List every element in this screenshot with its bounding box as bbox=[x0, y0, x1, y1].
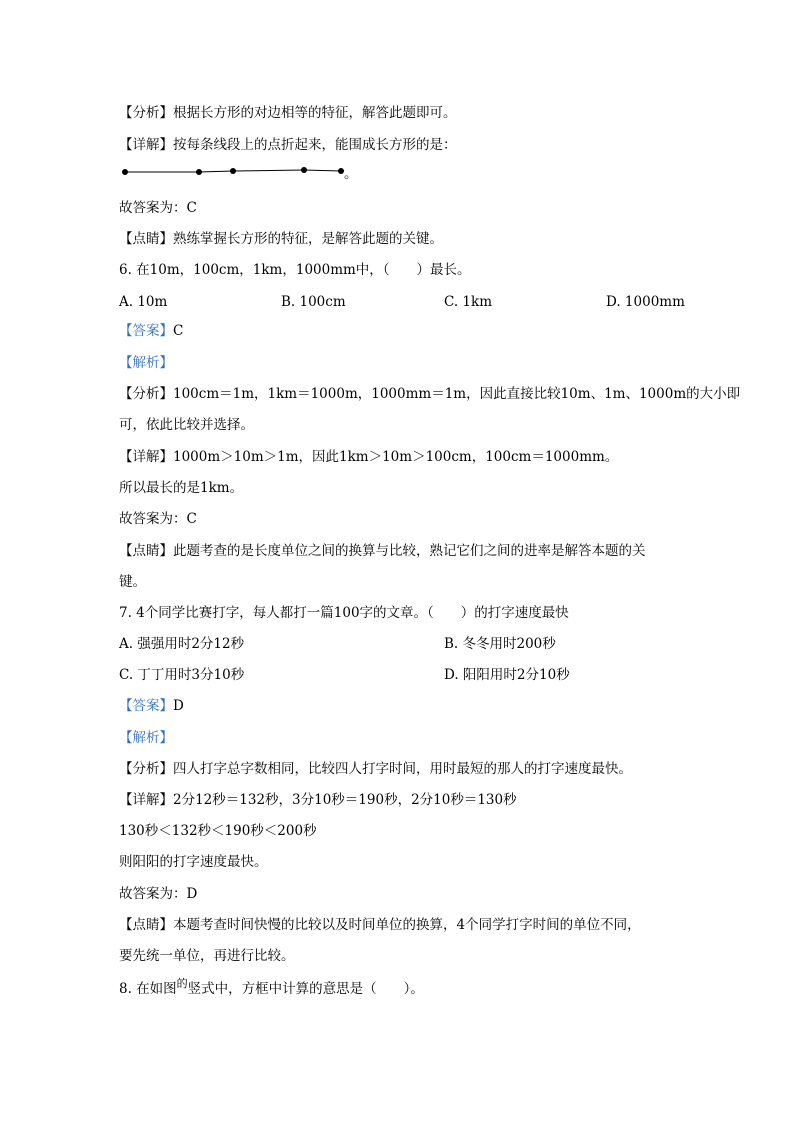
q7-comment-2: 要先统一单位，再进行比较。 bbox=[119, 948, 295, 964]
q7-jiexi-tag: 【解析】 bbox=[119, 730, 173, 746]
q7-analysis: 【分析】四人打字总字数相同，比较四人打字时间，用时最短的那人的打字速度最快。 bbox=[119, 761, 632, 777]
q7-comment-1: 【点睛】本题考查时间快慢的比较以及时间单位的换算，4个同学打字时间的单位不同， bbox=[119, 917, 641, 933]
q6-comment-1: 【点睛】此题考查的是长度单位之间的换算与比较，熟记它们之间的进率是解答本题的关 bbox=[119, 543, 646, 559]
q7-question: 7. 4个同学比赛打字，每人都打一篇100字的文章。（ ）的打字速度最快 bbox=[119, 605, 569, 621]
q6-analysis-1: 【分析】100cm＝1m，1km＝1000m，1000mm＝1m，因此直接比较10m、1m、1000m的大小即 bbox=[119, 386, 741, 402]
q7-option-b: B. 冬冬用时200秒 bbox=[444, 636, 556, 652]
segment-4 bbox=[304, 170, 341, 171]
point-2 bbox=[196, 169, 202, 175]
q7-conclusion: 则阳阳的打字速度最快。 bbox=[119, 854, 268, 870]
point-3 bbox=[230, 168, 236, 174]
q7-answer: 故答案为：D bbox=[119, 886, 198, 902]
q8-question-sup: 的 bbox=[176, 977, 188, 990]
q6-answer-line bbox=[119, 322, 183, 340]
q6-comment-2: 键。 bbox=[119, 574, 146, 590]
rectangle-fold-line-figure bbox=[119, 162, 359, 182]
q6-detail: 【详解】1000m＞10m＞1m，因此1km＞10m＞100cm，100cm＝1000mm。 bbox=[119, 449, 619, 465]
q6-question: 6. 在10m，100cm，1km，1000mm中，（ ）最长。 bbox=[119, 262, 471, 278]
segment-3 bbox=[233, 170, 304, 171]
q8-question-b: 竖式中，方框中计算的意思是（ ）。 bbox=[187, 981, 424, 997]
point-1 bbox=[122, 169, 128, 175]
q6-answer-value: C bbox=[173, 323, 184, 339]
q7-option-c: C. 丁丁用时3分10秒 bbox=[119, 667, 245, 683]
q5-figure-tail: 。 bbox=[344, 166, 358, 182]
q7-compare: 130秒＜132秒＜190秒＜200秒 bbox=[119, 823, 317, 839]
q7-option-d: D. 阳阳用时2分10秒 bbox=[444, 667, 570, 683]
q6-conclusion: 所以最长的是1km。 bbox=[119, 480, 244, 496]
q7-detail: 【详解】2分12秒＝132秒，3分10秒＝190秒，2分10秒＝130秒 bbox=[119, 792, 517, 808]
q7-answer-value: D bbox=[173, 698, 184, 714]
q6-answer-tag: 【答案】 bbox=[119, 323, 173, 339]
q5-detail: 【详解】按每条线段上的点折起来，能围成长方形的是： bbox=[119, 137, 457, 153]
q6-option-c: C. 1km bbox=[444, 294, 493, 310]
q8-question-a: 8. 在如图 bbox=[119, 981, 177, 997]
q6-option-b: B. 100cm bbox=[281, 294, 346, 310]
point-4 bbox=[301, 167, 307, 173]
q6-option-a: A. 10m bbox=[119, 294, 168, 310]
q7-option-a: A. 强强用时2分12秒 bbox=[119, 636, 245, 652]
q5-comment: 【点睛】熟练掌握长方形的特征，是解答此题的关键。 bbox=[119, 231, 443, 247]
q6-option-d: D. 1000mm bbox=[606, 294, 685, 310]
q8-question bbox=[119, 977, 424, 999]
segment-2 bbox=[199, 171, 233, 172]
q6-analysis-2: 可，依此比较并选择。 bbox=[119, 417, 254, 433]
q5-analysis: 【分析】根据长方形的对边相等的特征，解答此题即可。 bbox=[119, 105, 457, 121]
q6-jiexi-tag: 【解析】 bbox=[119, 355, 173, 371]
q7-answer-line bbox=[119, 697, 184, 715]
q7-answer-tag: 【答案】 bbox=[119, 698, 173, 714]
q5-answer: 故答案为：C bbox=[119, 200, 197, 216]
q6-answer: 故答案为：C bbox=[119, 511, 197, 527]
